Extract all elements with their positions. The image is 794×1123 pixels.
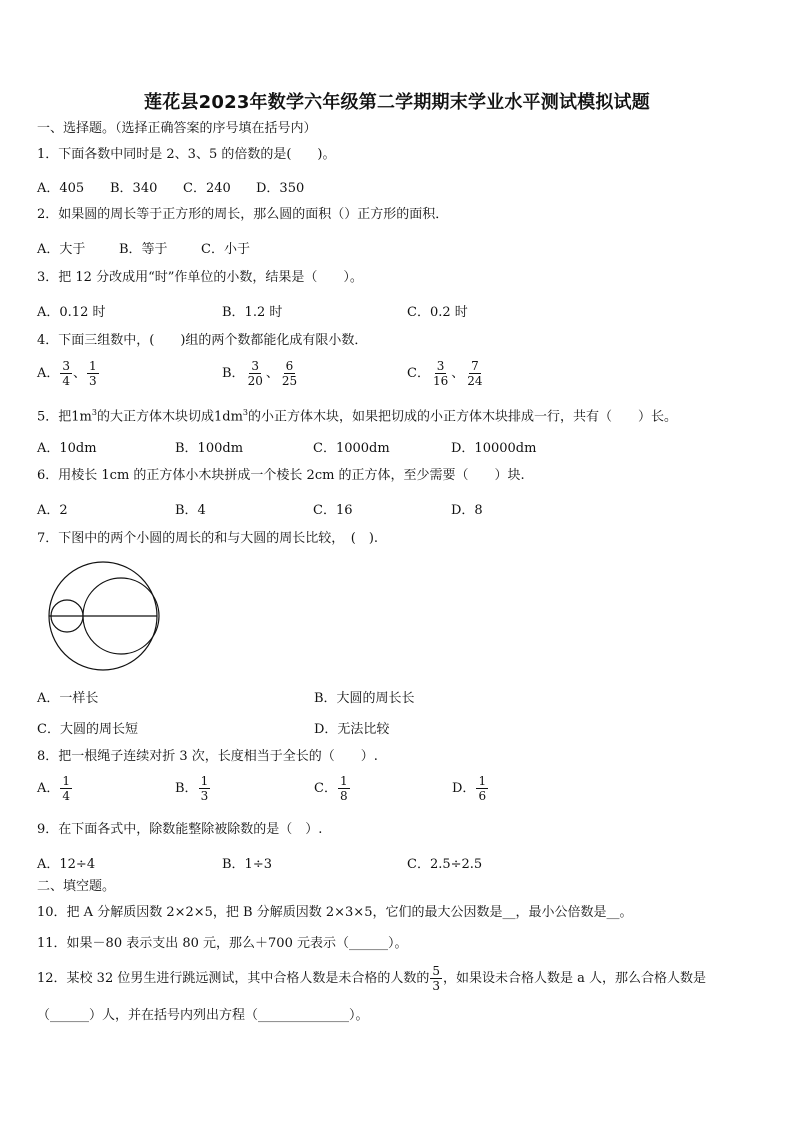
numerator: 3 (251, 359, 260, 373)
option-label: B． (175, 781, 198, 796)
question-2-stem: 2．如果圆的周长等于正方形的周长，那么圆的面积（）正方形的面积． (37, 207, 449, 222)
numerator: 1 (339, 774, 348, 788)
numerator: 1 (478, 774, 487, 788)
denominator: 4 (62, 374, 71, 388)
question-7-option-b: B．大圆的周长长 (314, 691, 415, 706)
question-8-option-a (37, 774, 73, 803)
question-6-option-c: C．16 (313, 503, 353, 518)
fraction (465, 359, 484, 388)
question-1-option-d: D．350 (256, 181, 305, 196)
question-7-option-a: A．一样长 (37, 691, 99, 706)
exponent: 3 (242, 408, 249, 417)
question-5-option-c: C．1000dm (313, 441, 390, 456)
fraction (431, 359, 450, 388)
question-2-option-a: A．大于 (37, 242, 86, 257)
numerator: 1 (200, 774, 209, 788)
section-heading-fill: 二、填空题。 (37, 879, 116, 894)
numerator: 5 (432, 964, 440, 978)
denominator: 16 (432, 374, 449, 388)
stem-part: 12．某校 32 位男生进行跳远测试，其中合格人数是未合格的人数的 (37, 971, 430, 986)
question-6-option-a: A．2 (37, 503, 68, 518)
denominator: 25 (281, 374, 298, 388)
question-1-option-a: A．405 (37, 181, 85, 196)
question-11-stem: 11．如果－80 表示支出 80 元，那么＋700 元表示（______）。 (37, 936, 408, 951)
separator: 、 (73, 366, 87, 381)
fraction (199, 774, 211, 803)
question-12-stem-line1 (37, 964, 706, 993)
question-2-option-b: B．等于 (119, 242, 168, 257)
numerator: 3 (62, 359, 71, 373)
fraction (246, 359, 265, 388)
question-1-option-c: C．240 (183, 181, 231, 196)
fraction (430, 964, 442, 993)
denominator: 6 (478, 789, 487, 803)
question-3-option-c: C．0.2 时 (407, 305, 468, 320)
separator: 、 (451, 366, 465, 381)
question-6-option-d: D．8 (451, 503, 483, 518)
circles-figure (40, 560, 164, 676)
option-label: B． (222, 366, 245, 381)
numerator: 6 (285, 359, 294, 373)
question-8-stem: 8．把一根绳子连续对折 3 次，长度相当于全长的（ ）. (37, 749, 378, 764)
stem-part: 的大正方体木块切成 (96, 409, 214, 425)
question-4-option-b (222, 359, 300, 388)
question-6-stem: 6．用棱长 1cm 的正方体小木块拼成一个棱长 2cm 的正方体，至少需要（ ）块. (37, 468, 525, 483)
page-title: 莲花县2023年数学六年级第二学期期末学业水平测试模拟试题 (144, 92, 650, 113)
option-label: A． (37, 366, 60, 381)
question-1-option-b: B．340 (110, 181, 158, 196)
exponent: 3 (91, 408, 97, 417)
section-heading-choice: 一、选择题。（选择正确答案的序号填在括号内） (37, 121, 317, 136)
stem-part: 5．把 (37, 409, 72, 425)
question-4-option-c (407, 359, 486, 388)
numerator: 1 (62, 774, 71, 788)
numerator: 1 (89, 359, 97, 373)
fraction (476, 774, 488, 803)
separator: 、 (265, 366, 279, 381)
question-5-stem (37, 405, 677, 425)
denominator: 3 (432, 979, 440, 993)
question-3-option-b: B．1.2 时 (222, 305, 283, 320)
fraction (280, 359, 299, 388)
fraction (60, 774, 72, 803)
question-7-stem: 7．下图中的两个小圆的周长的和与大圆的周长比较， ( ). (37, 531, 379, 546)
unit: 1m (71, 409, 92, 425)
question-8-option-b (175, 774, 211, 803)
question-9-option-c: C．2.5÷2.5 (407, 857, 483, 872)
question-7-option-d: D．无法比较 (314, 722, 390, 737)
question-1-stem: 1．下面各数中同时是 2、3、5 的倍数的是( )。 (37, 147, 336, 162)
question-3-option-a: A．0.12 时 (37, 305, 106, 320)
question-8-option-c (314, 774, 351, 803)
numerator: 3 (436, 359, 445, 373)
question-5-option-d: D．10000dm (451, 441, 537, 456)
question-6-option-b: B．4 (175, 503, 206, 518)
question-9-option-b: B．1÷3 (222, 857, 272, 872)
question-9-stem: 9．在下面各式中，除数能整除被除数的是（ ）. (37, 822, 323, 837)
denominator: 3 (200, 789, 209, 803)
question-5-option-b: B．100dm (175, 441, 244, 456)
question-12-stem-line2: （______）人，并在括号内列出方程（______________）。 (37, 1008, 369, 1023)
fraction (338, 774, 350, 803)
question-2-option-c: C．小于 (201, 242, 250, 257)
question-8-option-d (452, 774, 489, 803)
question-7-option-c: C．大圆的周长短 (37, 722, 138, 737)
denominator: 3 (89, 374, 97, 388)
denominator: 8 (339, 789, 348, 803)
stem-part: 的小正方体木块，如果把切成的小正方体木块排成一行，共有（ ）长。 (248, 409, 678, 425)
option-label: A． (37, 781, 60, 796)
numerator: 7 (471, 359, 479, 373)
question-10-stem: 10．把 A 分解质因数 2×2×5，把 B 分解质因数 2×3×5，它们的最大公因数是__，最小公倍数是__。 (37, 905, 633, 920)
question-4-stem: 4．下面三组数中，( )组的两个数都能化成有限小数． (37, 333, 368, 348)
question-9-option-a: A．12÷4 (37, 857, 96, 872)
option-label: C． (314, 781, 337, 796)
question-3-stem: 3．把 12 分改成用“时”作单位的小数，结果是（ ）。 (37, 270, 363, 285)
denominator: 20 (247, 374, 263, 388)
fraction (87, 359, 99, 388)
unit: 1dm (214, 409, 243, 425)
stem-part: ，如果设未合格人数是 a 人，那么合格人数是 (443, 971, 707, 986)
fraction (60, 359, 72, 388)
option-label: D． (452, 781, 476, 796)
denominator: 24 (467, 374, 483, 388)
option-label: C． (407, 366, 430, 381)
question-5-option-a: A．10dm (37, 441, 97, 456)
denominator: 4 (62, 789, 71, 803)
question-4-option-a (37, 359, 100, 388)
